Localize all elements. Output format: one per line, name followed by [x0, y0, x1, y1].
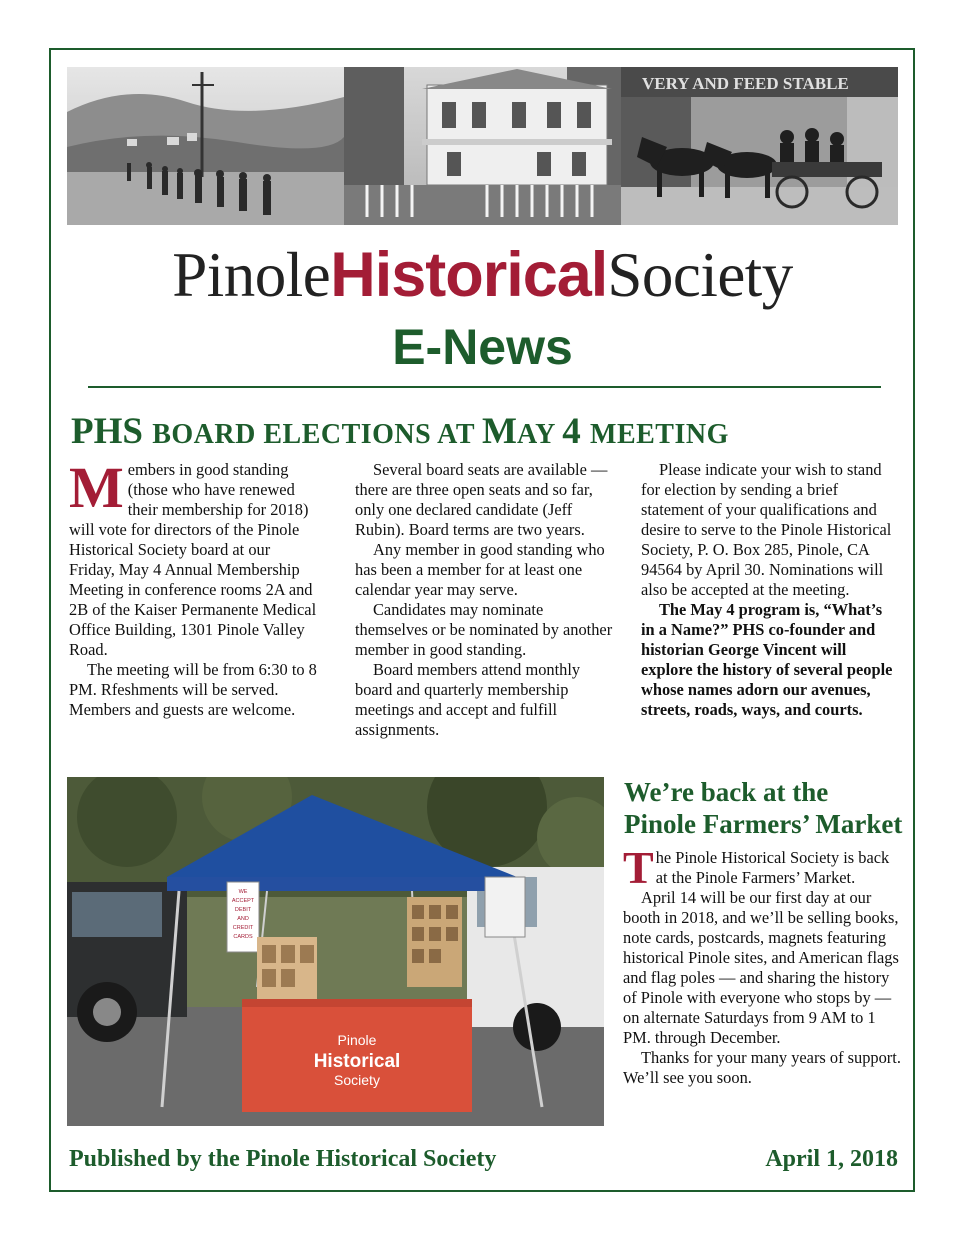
article-paragraph: Please indicate your wish to stand for election by sending a brief statement of your qualifications and desire to serve to the Pinole Historical Society, P. O. Box 285, Pinole, CA 94564 by April 30. Nominations will also be accepted at the meeting. [641, 460, 892, 599]
sidebar-article [623, 842, 903, 1088]
article-paragraph: Several board seats are available — there are three open seats and so far, only one declared candidate (Jeff Rubin). Board terms are two years. [355, 460, 608, 539]
card-sign-line: ACCEPT [231, 898, 255, 904]
svg-text:VERY AND FEED STABLE: VERY AND FEED STABLE [642, 74, 849, 93]
masthead-word-historical: Historical [330, 240, 608, 310]
card-sign-line: DEBIT [234, 907, 252, 913]
article-paragraph: Any member in good standing who has been a member for at least one calendar year may serve. [355, 540, 605, 599]
sidebar-title-line: We’re back at the [624, 777, 829, 807]
sidebar-title [624, 776, 904, 840]
card-sign-line: CARDS [233, 934, 253, 940]
article-headline [71, 409, 901, 458]
tablecloth-text-line1: Pinole [337, 1032, 377, 1048]
masthead-title [67, 237, 898, 313]
card-sign-line: AND [237, 916, 249, 922]
article-paragraph: Board members attend monthly board and quarterly membership meetings and accept and fulfill assignments. [355, 660, 581, 739]
header-divider [88, 386, 881, 388]
program-announcement: The May 4 program is, “What’s in a Name?” PHS co-founder and historian George Vincent will explore the history of several people whose names adorn our avenues, streets, roads, ways, and courts. [641, 600, 893, 719]
headline-may: M [482, 411, 517, 452]
masthead-word-pinole: Pinole [172, 240, 331, 310]
tablecloth-text-line2: Historical [313, 1051, 401, 1072]
masthead-subtitle: E-News [392, 319, 573, 375]
masthead-word-society: Society [607, 240, 793, 310]
dropcap-m: M [69, 455, 124, 520]
sidebar-title-line: Pinole Farmers’ Market [624, 809, 903, 839]
dropcap-t: T [623, 842, 654, 893]
sidebar-paragraph: Thanks for your many years of support. We’ll see you soon. [623, 1048, 901, 1087]
headline-meeting: MEETING [590, 419, 729, 450]
headline-rest: BOARD ELECTIONS AT [152, 419, 482, 450]
headline-word-phs: PHS [71, 411, 153, 452]
tablecloth-text-line3: Society [334, 1072, 380, 1088]
article-paragraph: The meeting will be from 6:30 to 8 PM. Rfeshments will be served. Members and guests are welcome. [69, 660, 317, 719]
article-paragraph: embers in good standing (those who have renewed their membership for 2018) will vote for directors of the Pinole Historical Society board at our Friday, May 4 Annual Membership Meeting in conference rooms 2A and 2B of the Kaiser Permanente Medical Office Building, 1301 Pinole Valley Road. [69, 460, 317, 659]
historic-photo-strip [67, 67, 898, 225]
card-sign-line: WE [238, 889, 248, 895]
sidebar-paragraph: April 14 will be our first day at our booth in 2018, and we’ll be selling books, note cards, postcards, magnets featuring historical Pinole sites, and American flags and flag poles — and sharing the history of Pinole with everyone who stops by — on alternate Saturdays from 9 AM to 1 PM. through December. [623, 888, 899, 1047]
article-column-3 [641, 460, 893, 720]
article-paragraph: Candidates may nominate themselves or be nominated by another member in good standing. [355, 600, 613, 659]
headline-may-rest: AY [516, 419, 563, 450]
article-column-2 [355, 460, 613, 740]
card-sign-line: CREDIT [232, 925, 254, 931]
footer-publisher: Published by the Pinole Historical Society [69, 1146, 497, 1172]
headline-date: 4 [562, 411, 591, 452]
farmers-market-booth-photo [67, 777, 604, 1126]
footer-date: April 1, 2018 [765, 1146, 898, 1172]
sidebar-paragraph: he Pinole Historical Society is back at the Pinole Farmers’ Market. [655, 848, 890, 887]
article-column-1 [69, 455, 319, 720]
